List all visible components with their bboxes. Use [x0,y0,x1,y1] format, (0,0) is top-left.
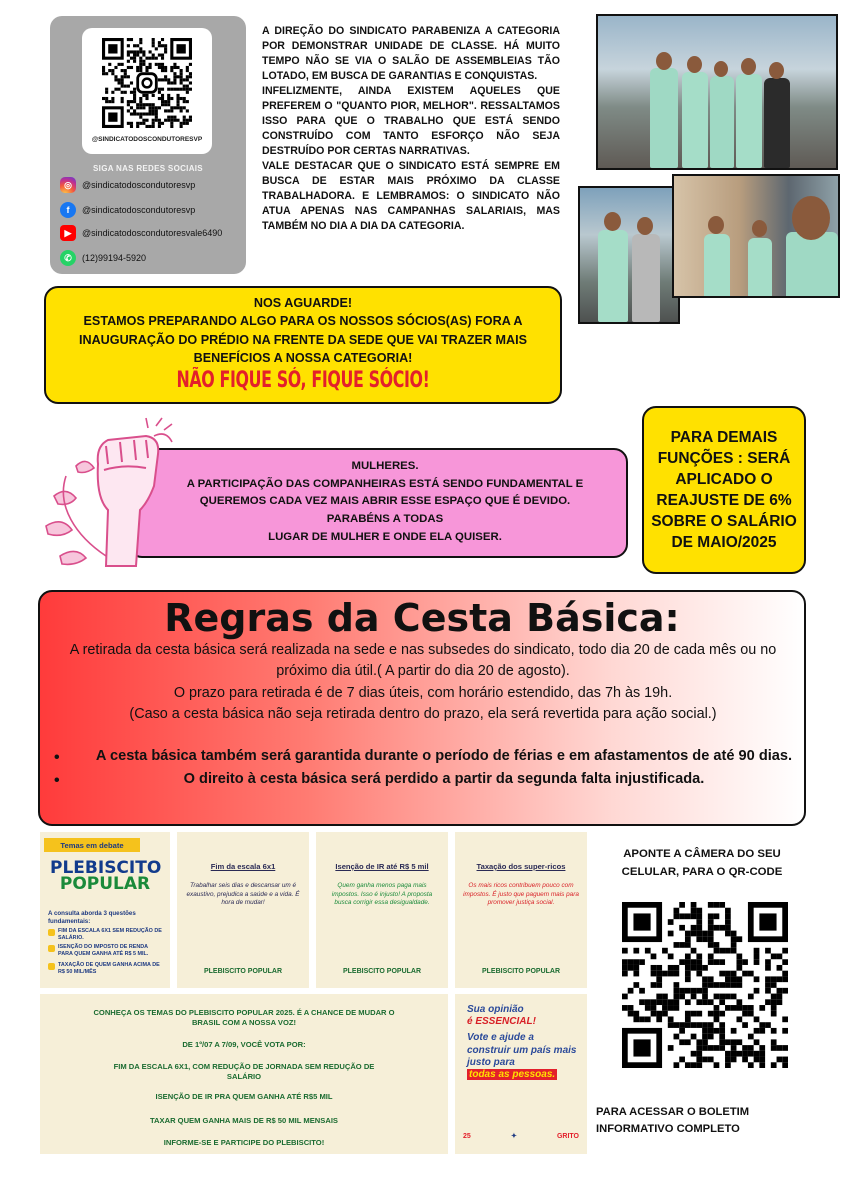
follow-label: SIGA NAS REDES SOCIAIS [93,164,203,173]
qr-handle-caption: @SINDICATODOSCONDUTORESVP [91,136,203,143]
social-qr-box [82,28,212,154]
card-6x1-body: Trabalhar seis dias e descansar um é exaustivo, prejudica a saúde e a vida. É hora de mudar! [186,882,300,907]
org-logo-icon: ✦ [510,1133,517,1140]
whatsapp-row[interactable] [60,249,146,267]
plebiscite-intro: A consulta aborda 3 questões fundamentais: [48,910,136,925]
office-selfie-photo [672,174,840,298]
facebook-icon: f [60,202,76,218]
plebiscite-item-1: FIM DA ESCALA 6X1 SEM REDUÇÃO DE SALÁRIO. [48,928,164,942]
rules-title: Regras da Cesta Básica: [164,596,680,640]
instagram-icon: ◎ [60,177,76,193]
card-rich-title: Taxação dos super-ricos [476,862,566,871]
women-line-3: QUEREMOS CADA VEZ MAIS ABRIR ESSE ESPAÇO QUE É DEVIDO. [199,495,571,508]
notice-slogan: NÃO FIQUE SÓ, FIQUE SÓCIO! [176,368,430,393]
card-rich-logo: PLEBISCITO POPULAR [481,968,561,975]
notice-text [46,294,560,367]
instagram-row[interactable] [60,176,195,194]
union-message [262,24,560,234]
plebiscite-topics-card [40,832,170,988]
members-notice-box [44,286,562,404]
newsletter-qr-code-icon[interactable] [622,902,788,1068]
instagram-qr-code-icon[interactable] [102,38,192,128]
message-paragraph-3: VALE DESTACAR QUE O SINDICATO ESTÁ SEMPRE EM BUSCA DE ESTAR MAIS PRÓXIMO DA CLASSE TRABALHADORA. E LEMBRAMOS: O SINDICATO NÃO ATUA APENAS NAS CAMPANHAS SALARIAIS, MAS TAMBÉM NO DIA A DIA DA CATEGORIA. [262,160,560,233]
women-line-2: A PARTICIPAÇÃO DAS COMPANHEIRAS ESTÁ SENDO FUNDAMENTAL E [186,477,584,490]
vote-card-logos [463,1128,579,1144]
plebiscite-main-line-2: DE 1º/07 A 7/09, VOCÊ VOTA POR: [182,1040,306,1049]
raised-fist-flowers-icon [36,406,186,572]
plebiscite-main-line-4: ISENÇÃO DE IR PRA QUEM GANHA ATÉ R$5 MIL [155,1092,333,1101]
vote-card-text [467,1004,579,1081]
youtube-row[interactable] [60,224,222,242]
rules-line-2: O prazo para retirada é de 7 dias úteis, com horário estendido, das 7h às 19h. [173,684,673,701]
plebiscite-card-6x1 [177,832,309,988]
rules-line-3: (Caso a cesta básica não seja retirada dentro do prazo, ela será revertida para ação social.) [129,705,717,722]
whatsapp-number[interactable]: (12)99194-5920 [82,253,147,263]
women-line-4: PARABÉNS A TODAS [326,513,444,526]
logo-grito-icon: GRITO [556,1132,579,1140]
plebiscite-vote-card [455,994,587,1154]
notice-line-3: INAUGURAÇÃO DO PRÉDIO NA FRENTE DA SEDE QUE VAI TRAZER MAIS [78,332,528,347]
plebiscite-item-2: ISENÇÃO DO IMPOSTO DE RENDA PARA QUEM GANHA ATÉ R$ 5 MIL. [48,944,164,958]
rules-line-1: A retirada da cesta básica será realizada na sede e nas subsedes do sindicato, todo dia 20 de cada mês ou no próximo dia útil.( A partir do dia 20 de agosto). [69,642,777,680]
plebiscite-main-card [40,994,448,1154]
youtube-icon: ▶ [60,225,76,241]
card-ir-body: Quem ganha menos paga mais impostos. Isso é injusto! A proposta busca corrigir essa desigualdade. [331,882,433,907]
notice-line-4: BENEFÍCIOS A NOSSA CATEGORIA! [193,350,413,365]
women-line-1: MULHERES. [351,460,419,472]
card-6x1-title: Fim da escala 6x1 [210,862,276,871]
plebiscite-card-ir [316,832,448,988]
vote-card-line-3: Vote e ajude a construir um país mais justo para [467,1032,577,1068]
plebiscite-logo [50,858,162,895]
message-paragraph-1: A DIREÇÃO DO SINDICATO PARABENIZA A CATEGORIA POR DEMONSTRAR UNIDADE DE CLASSE. HÁ MUITO TEMPO NÃO SE VIA O SALÃO DE ASSEMBLEIAS TÃO LOTADO, EM BUSCA DE GARANTIAS E CONQUISTAS. [262,25,560,83]
card-ir-logo: PLEBISCITO POPULAR [342,968,422,975]
women-text [150,458,620,546]
plebiscite-logo-bottom: POPULAR [59,874,151,895]
plebiscite-main-line-6: INFORME-SE E PARTICIPE DO PLEBISCITO! [163,1138,325,1147]
rules-bullet-1: • A cesta básica também será garantida durante o período de férias e em afastamentos de até 90 dias. [54,746,796,767]
facebook-handle[interactable]: @sindicatodoscondutoresvp [82,205,196,215]
plebiscite-main-line-3: FIM DA ESCALA 6X1, COM REDUÇÃO DE JORNADA SEM REDUÇÃO DE SALÁRIO [113,1062,375,1081]
group-photo-street [596,14,838,170]
rules-body [54,640,792,725]
facebook-row[interactable] [60,201,195,219]
rules-bullet-list [54,746,796,793]
women-line-5: LUGAR DE MULHER E ONDE ELA QUISER. [268,530,502,543]
notice-line-2: ESTAMOS PREPARANDO ALGO PARA OS NOSSOS SÓCIOS(AS) FORA A [83,314,523,329]
plebiscite-card-super-rich [455,832,587,988]
food-basket-rules-box [38,590,806,826]
social-media-card [50,16,246,274]
qr-instruction-text: APONTE A CÂMERA DO SEU CELULAR, PARA O QR-CODE [621,848,783,878]
notice-line-1: NOS AGUARDE! [253,296,353,310]
card-rich-body: Os mais ricos contribuem pouco com impostos. É justo que paguem mais para promover justiça social. [463,882,579,907]
whatsapp-icon: ✆ [60,250,76,266]
plebiscite-item-3: TAXAÇÃO DE QUEM GANHA ACIMA DE R$ 50 MIL/MÊS [48,962,164,976]
message-paragraph-2: INFELIZMENTE, AINDA EXISTEM AQUELES QUE PREFEREM O "QUANTO PIOR, MELHOR". RESSALTAMOS ISSO PARA QUE O TRABALHO QUE ESTÁ SENDO CONSTRUÍDO COM TANTO ESFORÇO NÃO SEJA DESTRUÍDO POR CERTAS NARRATIVAS. [262,85,560,158]
salary-text: PARA DEMAIS FUNÇÕES : SERÁ APLICADO O REAJUSTE DE 6% SOBRE O SALÁRIO DE MAIO/2025 [651,428,797,552]
two-men-photo [578,186,680,324]
vote-card-line-1: Sua opinião [467,1004,524,1015]
topics-tag: Temas em debate [44,838,140,852]
plebiscite-main-line-5: TAXAR QUEM GANHA MAIS DE R$ 50 MIL MENSAIS [149,1116,339,1125]
rules-bullet-2: • O direito à cesta básica será perdido a partir da segunda falta injustificada. [54,769,796,790]
salary-adjustment-box [642,406,806,574]
logo-25-icon: 25 [463,1132,471,1140]
vote-card-line-4: todas as pessoas. [469,1068,556,1080]
plebiscite-main-line-1: CONHEÇA OS TEMAS DO PLEBISCITO POPULAR 2025. É A CHANCE DE MUDAR O BRASIL COM A NOSSA VOZ! [93,1008,395,1027]
plebiscite-logo-top: PLEBISCITO [50,858,162,878]
instagram-handle[interactable]: @sindicatodoscondutoresvp [82,180,196,190]
qr-access-text: PARA ACESSAR O BOLETIM INFORMATIVO COMPLETO [596,1106,750,1135]
card-6x1-logo: PLEBISCITO POPULAR [203,968,283,975]
vote-card-line-2: é ESSENCIAL! [467,1016,536,1028]
women-message-box [128,448,628,558]
youtube-handle[interactable]: @sindicatodoscondutoresvale6490 [82,228,223,238]
card-ir-title: Isenção de IR até R$ 5 mil [335,862,429,871]
